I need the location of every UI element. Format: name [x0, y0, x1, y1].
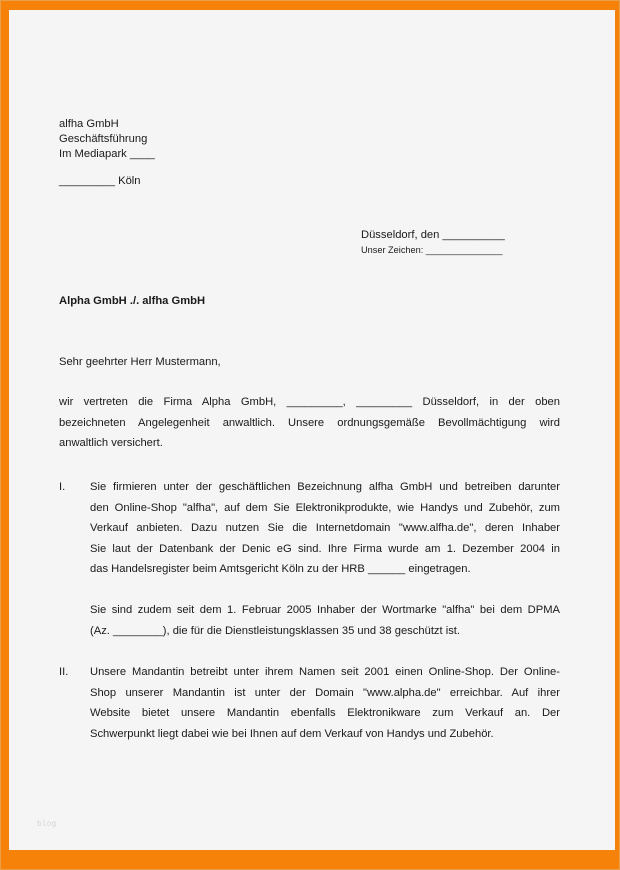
- text-line: anwaltlich versichert.: [59, 437, 163, 449]
- section-paragraph: [90, 662, 560, 744]
- text-line: das Handelsregister beim Amtsgericht Köln zu der HRB ______ eingetragen.: [90, 563, 471, 575]
- text-line: Sie laut der Datenbank der Denic eG sind. Ihre Firma wurde am 1. Dezember 2004 in: [90, 542, 560, 555]
- reference-number: Unser Zeichen: _______________: [361, 245, 503, 255]
- text-line: Verkauf anbieten. Dazu nutzen Sie die Internetdomain "www.alfha.de", deren Inhaber: [90, 522, 560, 534]
- text-line: Shop unserer Mandantin ist unter der Domain "www.alpha.de" erreichbar. Auf ihrer: [90, 686, 560, 699]
- section-number: I.: [59, 481, 66, 493]
- recipient-street: Im Mediapark ____: [59, 148, 155, 160]
- subject-line: Alpha GmbH ./. alfha GmbH: [59, 295, 206, 307]
- text-line: bezeichneten Angelegenheit anwaltlich. Unsere ordnungsgemäße Bevollmächtigung wird: [59, 416, 560, 429]
- text-line: Sie sind zudem seit dem 1. Februar 2005 Inhaber der Wortmarke "alfha" bei dem DPMA: [90, 604, 560, 616]
- text-line: den Online-Shop "alfha", auf dem Sie Elektronikprodukte, wie Handys und Zubehör, zum: [90, 501, 560, 514]
- watermark: blog: [37, 819, 57, 828]
- text-line: Website bietet unsere Mandantin ebenfalls Elektronikware zum Verkauf an. Der: [90, 707, 560, 719]
- text-line: Sie firmieren unter der geschäftlichen Bezeichnung alfha GmbH und betreiben darunter: [90, 481, 560, 493]
- letter-page: [9, 10, 615, 850]
- section-paragraph: [90, 477, 560, 580]
- text-line: (Az. ________), die für die Dienstleistungsklassen 35 und 38 geschützt ist.: [90, 624, 461, 637]
- section-paragraph: [90, 600, 560, 641]
- place-date: Düsseldorf, den __________: [361, 229, 505, 241]
- text-line: Schwerpunkt liegt dabei wie bei Ihnen auf dem Verkauf von Handys und Zubehör.: [90, 727, 494, 740]
- section-number: II.: [59, 666, 69, 678]
- recipient-company: alfha GmbH: [59, 118, 119, 130]
- recipient-city: _________ Köln: [59, 175, 141, 187]
- intro-paragraph: [59, 392, 560, 454]
- text-line: wir vertreten die Firma Alpha GmbH, _________, _________ Düsseldorf, in der oben: [59, 396, 560, 408]
- salutation: Sehr geehrter Herr Mustermann,: [59, 356, 221, 368]
- text-line: Unsere Mandantin betreibt unter ihrem Namen seit 2001 einen Online-Shop. Der Online-: [90, 666, 560, 678]
- recipient-department: Geschäftsführung: [59, 133, 148, 145]
